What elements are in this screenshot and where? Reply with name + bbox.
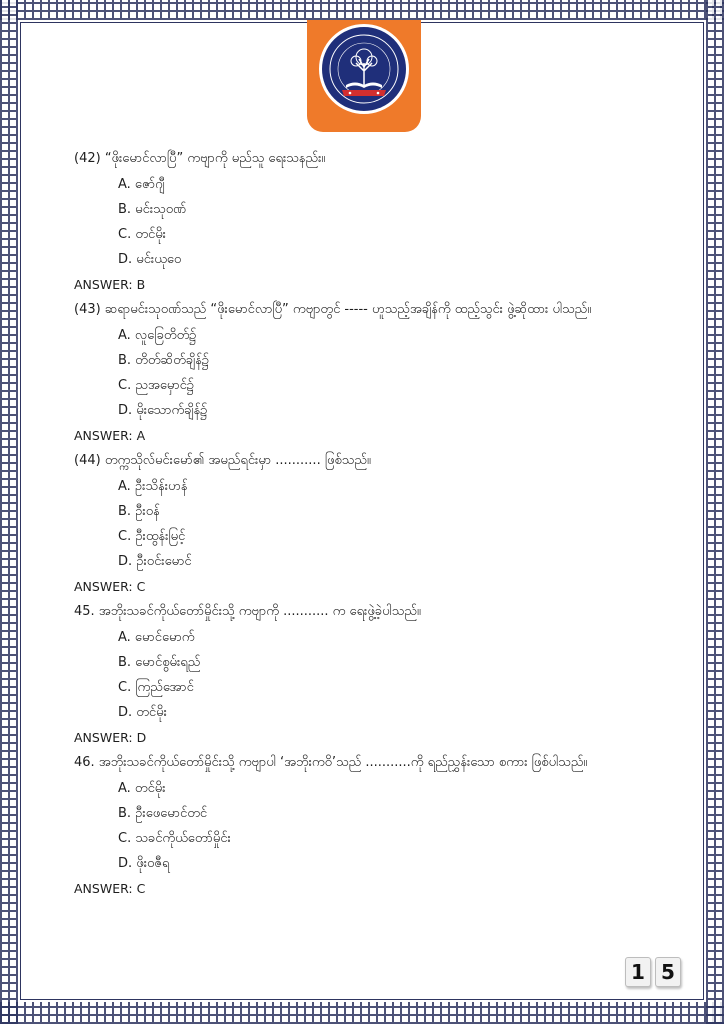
option-b: B. မင်းသုဝဏ် bbox=[118, 202, 187, 217]
answer-label: ANSWER: D bbox=[74, 730, 147, 745]
option-a: A. ဦးသိန်းဟန် bbox=[118, 479, 188, 494]
option-d: D. ဖိုးဝဇီရ bbox=[118, 856, 170, 871]
page-number-digit: 1 bbox=[625, 957, 651, 987]
answer-label: ANSWER: A bbox=[74, 428, 146, 443]
page-number-digit: 5 bbox=[655, 957, 681, 987]
quiz-content bbox=[74, 146, 674, 901]
decorative-border-bottom bbox=[0, 1002, 724, 1024]
decorative-border-left bbox=[0, 0, 18, 1024]
option-d: D. မင်းယုဝေ bbox=[118, 252, 182, 267]
question-block bbox=[74, 297, 674, 448]
option-d: D. မိုးသောက်ချိန်၌ bbox=[118, 403, 208, 418]
question-text: (43) ဆရာမင်းသုဝဏ်သည် “ဖိုးမောင်လာပြီ” ကဗျာတွင် ----- ဟူသည့်အချိန်ကို ထည့်သွင်း ဖွဲ့ဆိုထား ပါသည်။ bbox=[74, 302, 592, 317]
option-c: C. သခင်ကိုယ်တော်မှိုင်း bbox=[118, 831, 231, 846]
option-c: C. တင်မိုး bbox=[118, 227, 166, 242]
question-text: (42) “ဖိုးမောင်လာပြီ” ကဗျာကို မည်သူ ရေးသနည်း။ bbox=[74, 151, 326, 166]
question-text: 45. အဘိုးသခင်ကိုယ်တော်မှိုင်းသို့ ကဗျာကို ........... က ရေးဖွဲ့ခဲ့ပါသည်။ bbox=[74, 604, 421, 619]
tree-book-icon bbox=[322, 27, 406, 111]
option-a: A. မောင်မောက် bbox=[118, 630, 195, 645]
option-a: A. တင်မိုး bbox=[118, 781, 166, 796]
school-logo bbox=[307, 20, 421, 132]
option-b: B. မောင်စွမ်းရည် bbox=[118, 655, 201, 670]
option-a: A. ဇော်ဂျီ bbox=[118, 177, 165, 192]
answer-label: ANSWER: C bbox=[74, 881, 146, 896]
option-c: C. ဦးထွန်းမြင့် bbox=[118, 529, 186, 544]
question-block bbox=[74, 599, 674, 750]
question-block bbox=[74, 448, 674, 599]
option-b: B. ဦးဖေမောင်တင် bbox=[118, 806, 208, 821]
option-d: D. ဦးဝင်းမောင် bbox=[118, 554, 192, 569]
answer-label: ANSWER: B bbox=[74, 277, 146, 292]
option-b: B. ဦးဝန် bbox=[118, 504, 160, 519]
option-a: A. လူခြေတိတ်၌ bbox=[118, 328, 197, 343]
question-block bbox=[74, 146, 674, 297]
option-c: C. ညအမှောင်၌ bbox=[118, 378, 195, 393]
answer-label: ANSWER: C bbox=[74, 579, 146, 594]
option-b: B. တိတ်ဆိတ်ချိန်၌ bbox=[118, 353, 210, 368]
decorative-border-right bbox=[706, 0, 724, 1024]
question-text: (44) တက္ကသိုလ်မင်းမော်၏ အမည်ရင်းမှာ ........... ဖြစ်သည်။ bbox=[74, 453, 371, 468]
decorative-border-top bbox=[0, 0, 724, 20]
logo-emblem bbox=[319, 24, 409, 114]
option-d: D. တင်မိုး bbox=[118, 705, 167, 720]
option-c: C. ကြည်အောင် bbox=[118, 680, 194, 695]
question-block bbox=[74, 750, 674, 901]
question-text: 46. အဘိုးသခင်ကိုယ်တော်မှိုင်းသို့ ကဗျာပါ ‘အဘိုးကဝိ’သည် ...........ကို ရည်ညွှန်းသော စကား ဖြစ်ပါသည်။ bbox=[74, 755, 588, 770]
